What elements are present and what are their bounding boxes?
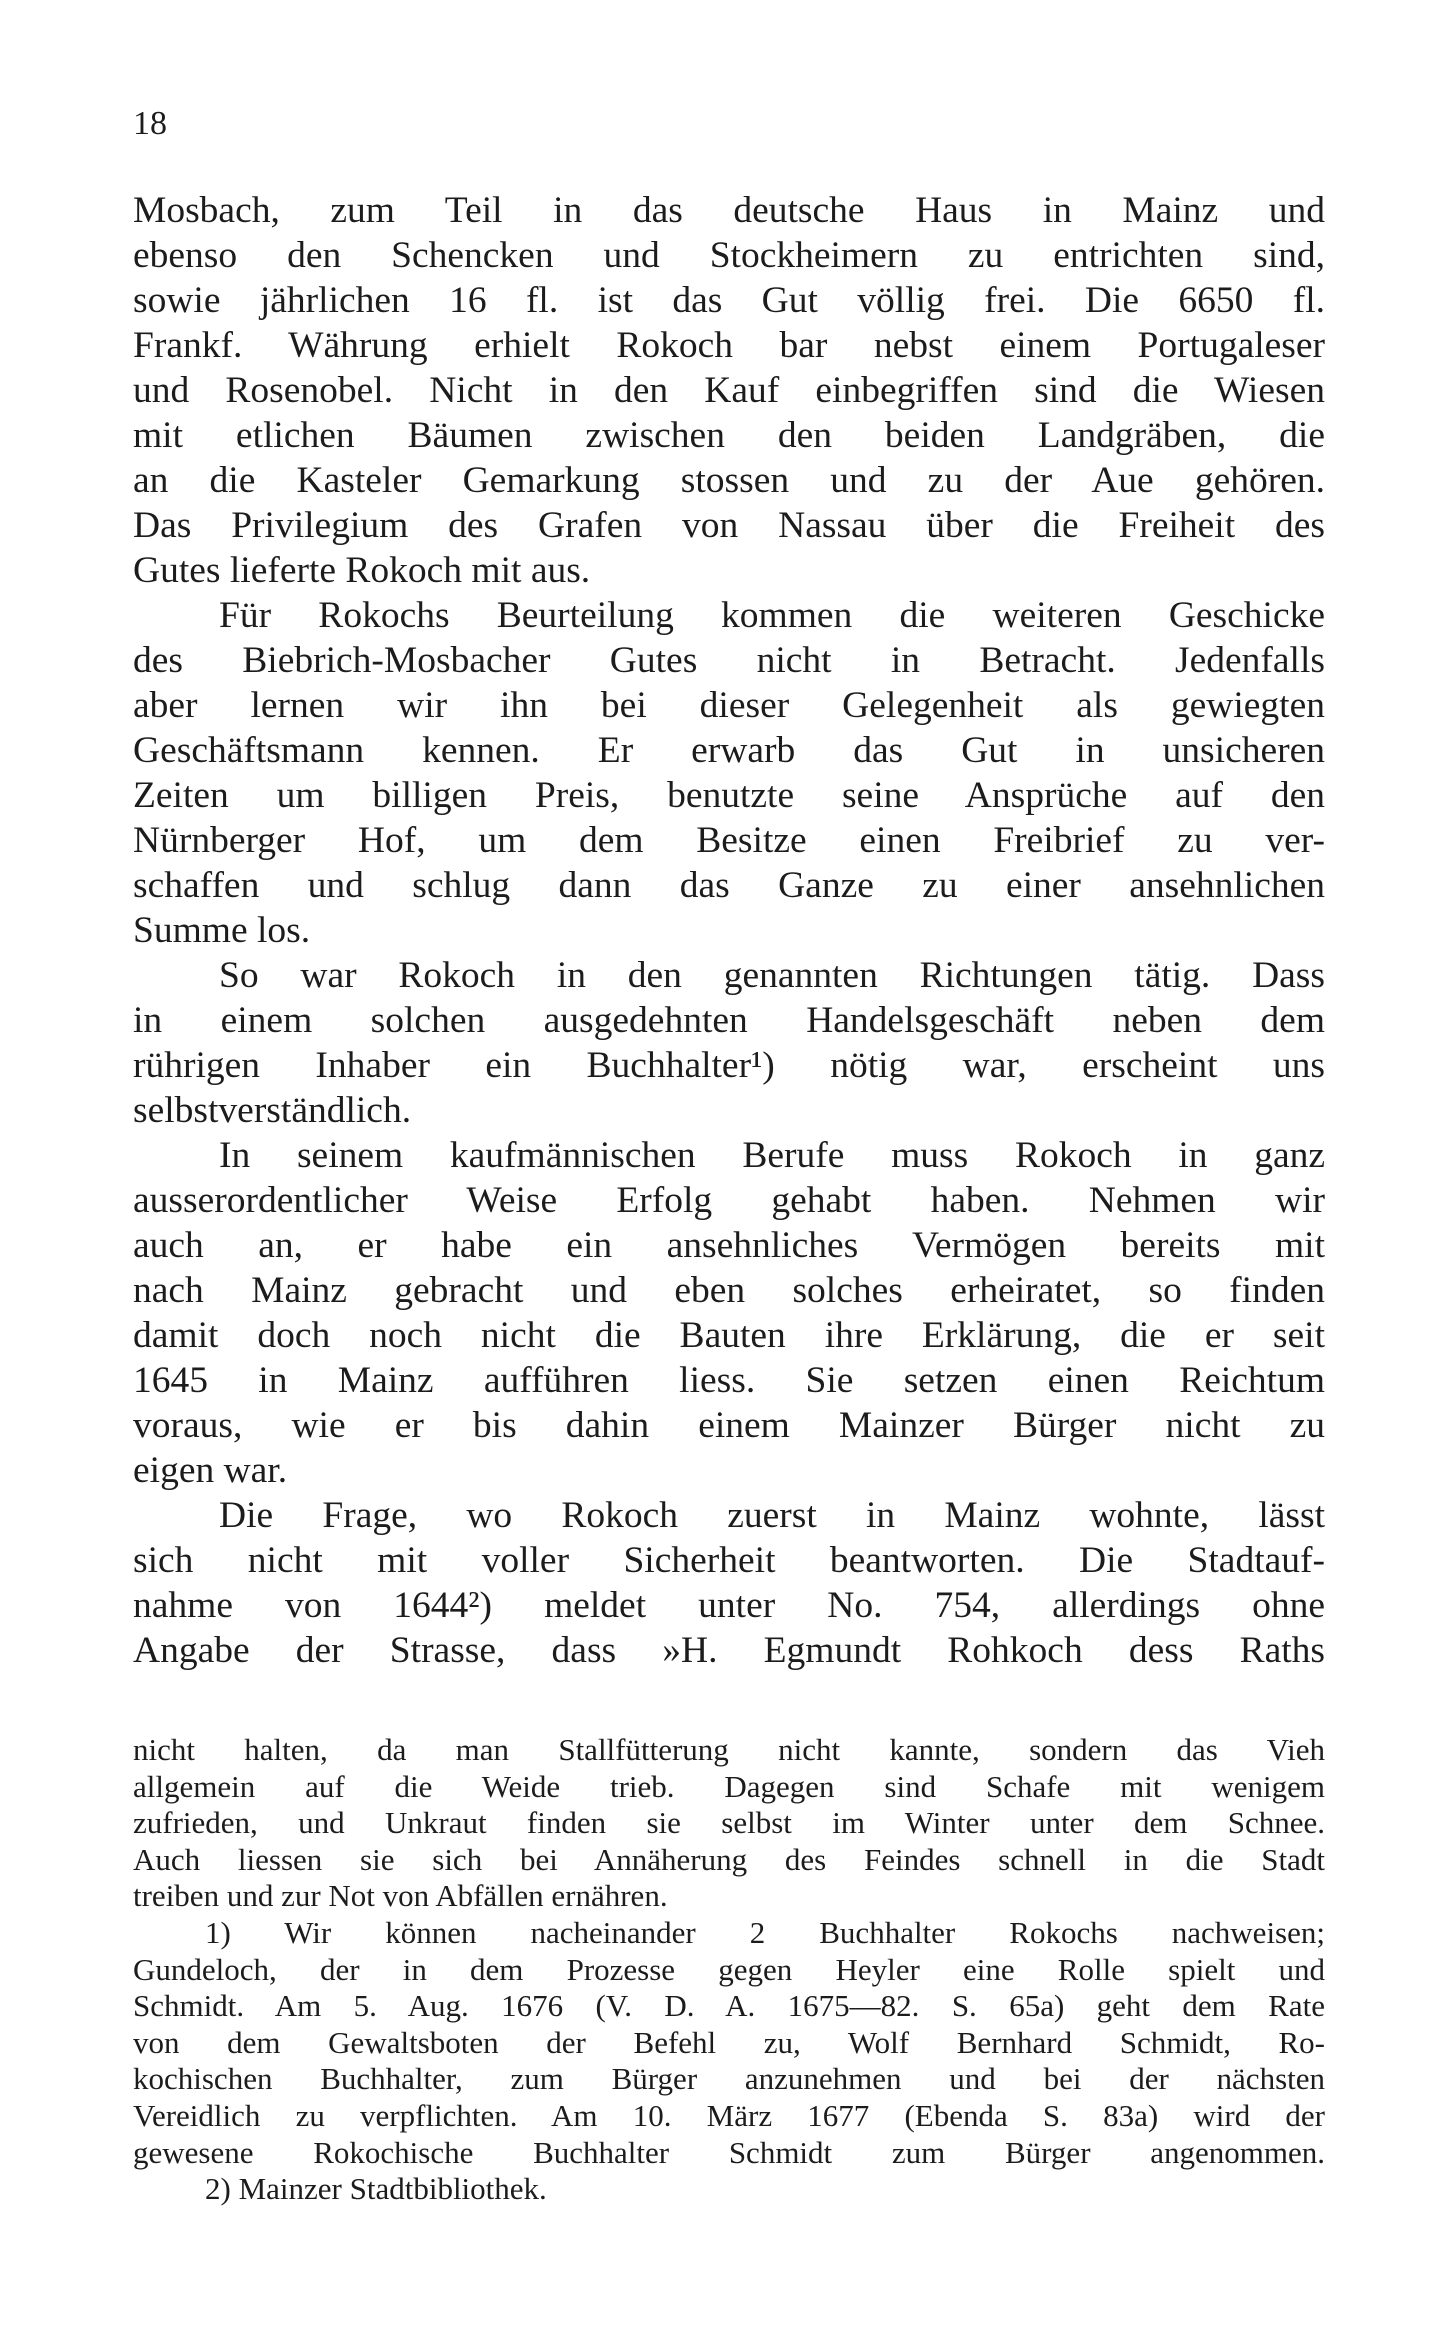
text-line: In seinem kaufmännischen Berufe muss Rokoch in ganz [219, 1135, 1325, 1176]
text-line: 1645 in Mainz aufführen liess. Sie setzen einen Reichtum [133, 1360, 1325, 1401]
text-line: eigen war. [133, 1450, 288, 1491]
text-line: Frankf. Währung erhielt Rokoch bar nebst einem Portugaleser [133, 325, 1325, 366]
text-line: und Rosenobel. Nicht in den Kauf einbegriffen sind die Wiesen [133, 370, 1325, 411]
text-line: sowie jährlichen 16 fl. ist das Gut völlig frei. Die 6650 fl. [133, 280, 1325, 321]
text-line: auch an, er habe ein ansehnliches Vermögen bereits mit [133, 1225, 1325, 1266]
footnote-line: Vereidlich zu verpflichten. Am 10. März 1677 (Ebenda S. 83a) wird der [133, 2097, 1325, 2133]
text-line: Die Frage, wo Rokoch zuerst in Mainz wohnte, lässt [219, 1495, 1325, 1536]
text-line: des Biebrich-Mosbacher Gutes nicht in Betracht. Jedenfalls [133, 640, 1325, 681]
footnote-line: treiben und zur Not von Abfällen ernähren. [133, 1878, 668, 1914]
text-line: Zeiten um billigen Preis, benutzte seine Ansprüche auf den [133, 775, 1325, 816]
footnote-line: 2) Mainzer Stadtbibliothek. [205, 2171, 547, 2207]
text-line: voraus, wie er bis dahin einem Mainzer Bürger nicht zu [133, 1405, 1325, 1446]
footnote-line: kochischen Buchhalter, zum Bürger anzunehmen und bei der nächsten [133, 2061, 1325, 2097]
footnote-line: 1) Wir können nacheinander 2 Buchhalter Rokochs nachweisen; [205, 1914, 1325, 1950]
text-line: Mosbach, zum Teil in das deutsche Haus in Mainz und [133, 190, 1325, 231]
text-line: Gutes lieferte Rokoch mit aus. [133, 550, 591, 591]
text-line: Summe los. [133, 910, 311, 951]
text-line: damit doch noch nicht die Bauten ihre Erklärung, die er seit [133, 1315, 1325, 1356]
page-number: 18 [133, 105, 167, 142]
footnote-line: gewesene Rokochische Buchhalter Schmidt zum Bürger angenommen. [133, 2134, 1325, 2170]
text-line: Das Privilegium des Grafen von Nassau über die Freiheit des [133, 505, 1325, 546]
text-line: mit etlichen Bäumen zwischen den beiden Landgräben, die [133, 415, 1325, 456]
main-text [133, 188, 1325, 1673]
text-line: ausserordentlicher Weise Erfolg gehabt haben. Nehmen wir [133, 1180, 1325, 1221]
footnote-line: Auch liessen sie sich bei Annäherung des Feindes schnell in die Stadt [133, 1841, 1325, 1877]
text-line: So war Rokoch in den genannten Richtungen tätig. Dass [219, 955, 1325, 996]
footnote-line: allgemein auf die Weide trieb. Dagegen sind Schafe mit wenigem [133, 1768, 1325, 1804]
text-line: Nürnberger Hof, um dem Besitze einen Freibrief zu ver- [133, 820, 1325, 861]
footnote-line: von dem Gewaltsboten der Befehl zu, Wolf Bernhard Schmidt, Ro- [133, 2024, 1325, 2060]
text-line: selbstverständlich. [133, 1090, 412, 1131]
text-line: in einem solchen ausgedehnten Handelsgeschäft neben dem [133, 1000, 1325, 1041]
footnote-line: zufrieden, und Unkraut finden sie selbst im Winter unter dem Schnee. [133, 1805, 1325, 1841]
footnote-line: nicht halten, da man Stallfütterung nicht kannte, sondern das Vieh [133, 1732, 1325, 1767]
text-line: an die Kasteler Gemarkung stossen und zu der Aue gehören. [133, 460, 1325, 501]
text-line: Angabe der Strasse, dass »H. Egmundt Rohkoch dess Raths [133, 1630, 1325, 1671]
text-line: nahme von 1644²) meldet unter No. 754, allerdings ohne [133, 1585, 1325, 1626]
text-line: schaffen und schlug dann das Ganze zu einer ansehnlichen [133, 865, 1325, 906]
text-line: rührigen Inhaber ein Buchhalter¹) nötig war, erscheint uns [133, 1045, 1325, 1086]
text-line: Für Rokochs Beurteilung kommen die weiteren Geschicke [219, 595, 1325, 636]
text-line: nach Mainz gebracht und eben solches erheiratet, so finden [133, 1270, 1325, 1311]
text-line: ebenso den Schencken und Stockheimern zu entrichten sind, [133, 235, 1325, 276]
text-line: sich nicht mit voller Sicherheit beantworten. Die Stadtauf- [133, 1540, 1325, 1581]
footnotes [133, 1732, 1325, 2208]
text-line: aber lernen wir ihn bei dieser Gelegenheit als gewiegten [133, 685, 1325, 726]
footnote-line: Gundeloch, der in dem Prozesse gegen Heyler eine Rolle spielt und [133, 1951, 1325, 1987]
text-line: Geschäftsmann kennen. Er erwarb das Gut in unsicheren [133, 730, 1325, 771]
footnote-line: Schmidt. Am 5. Aug. 1676 (V. D. A. 1675—82. S. 65a) geht dem Rate [133, 1988, 1325, 2024]
